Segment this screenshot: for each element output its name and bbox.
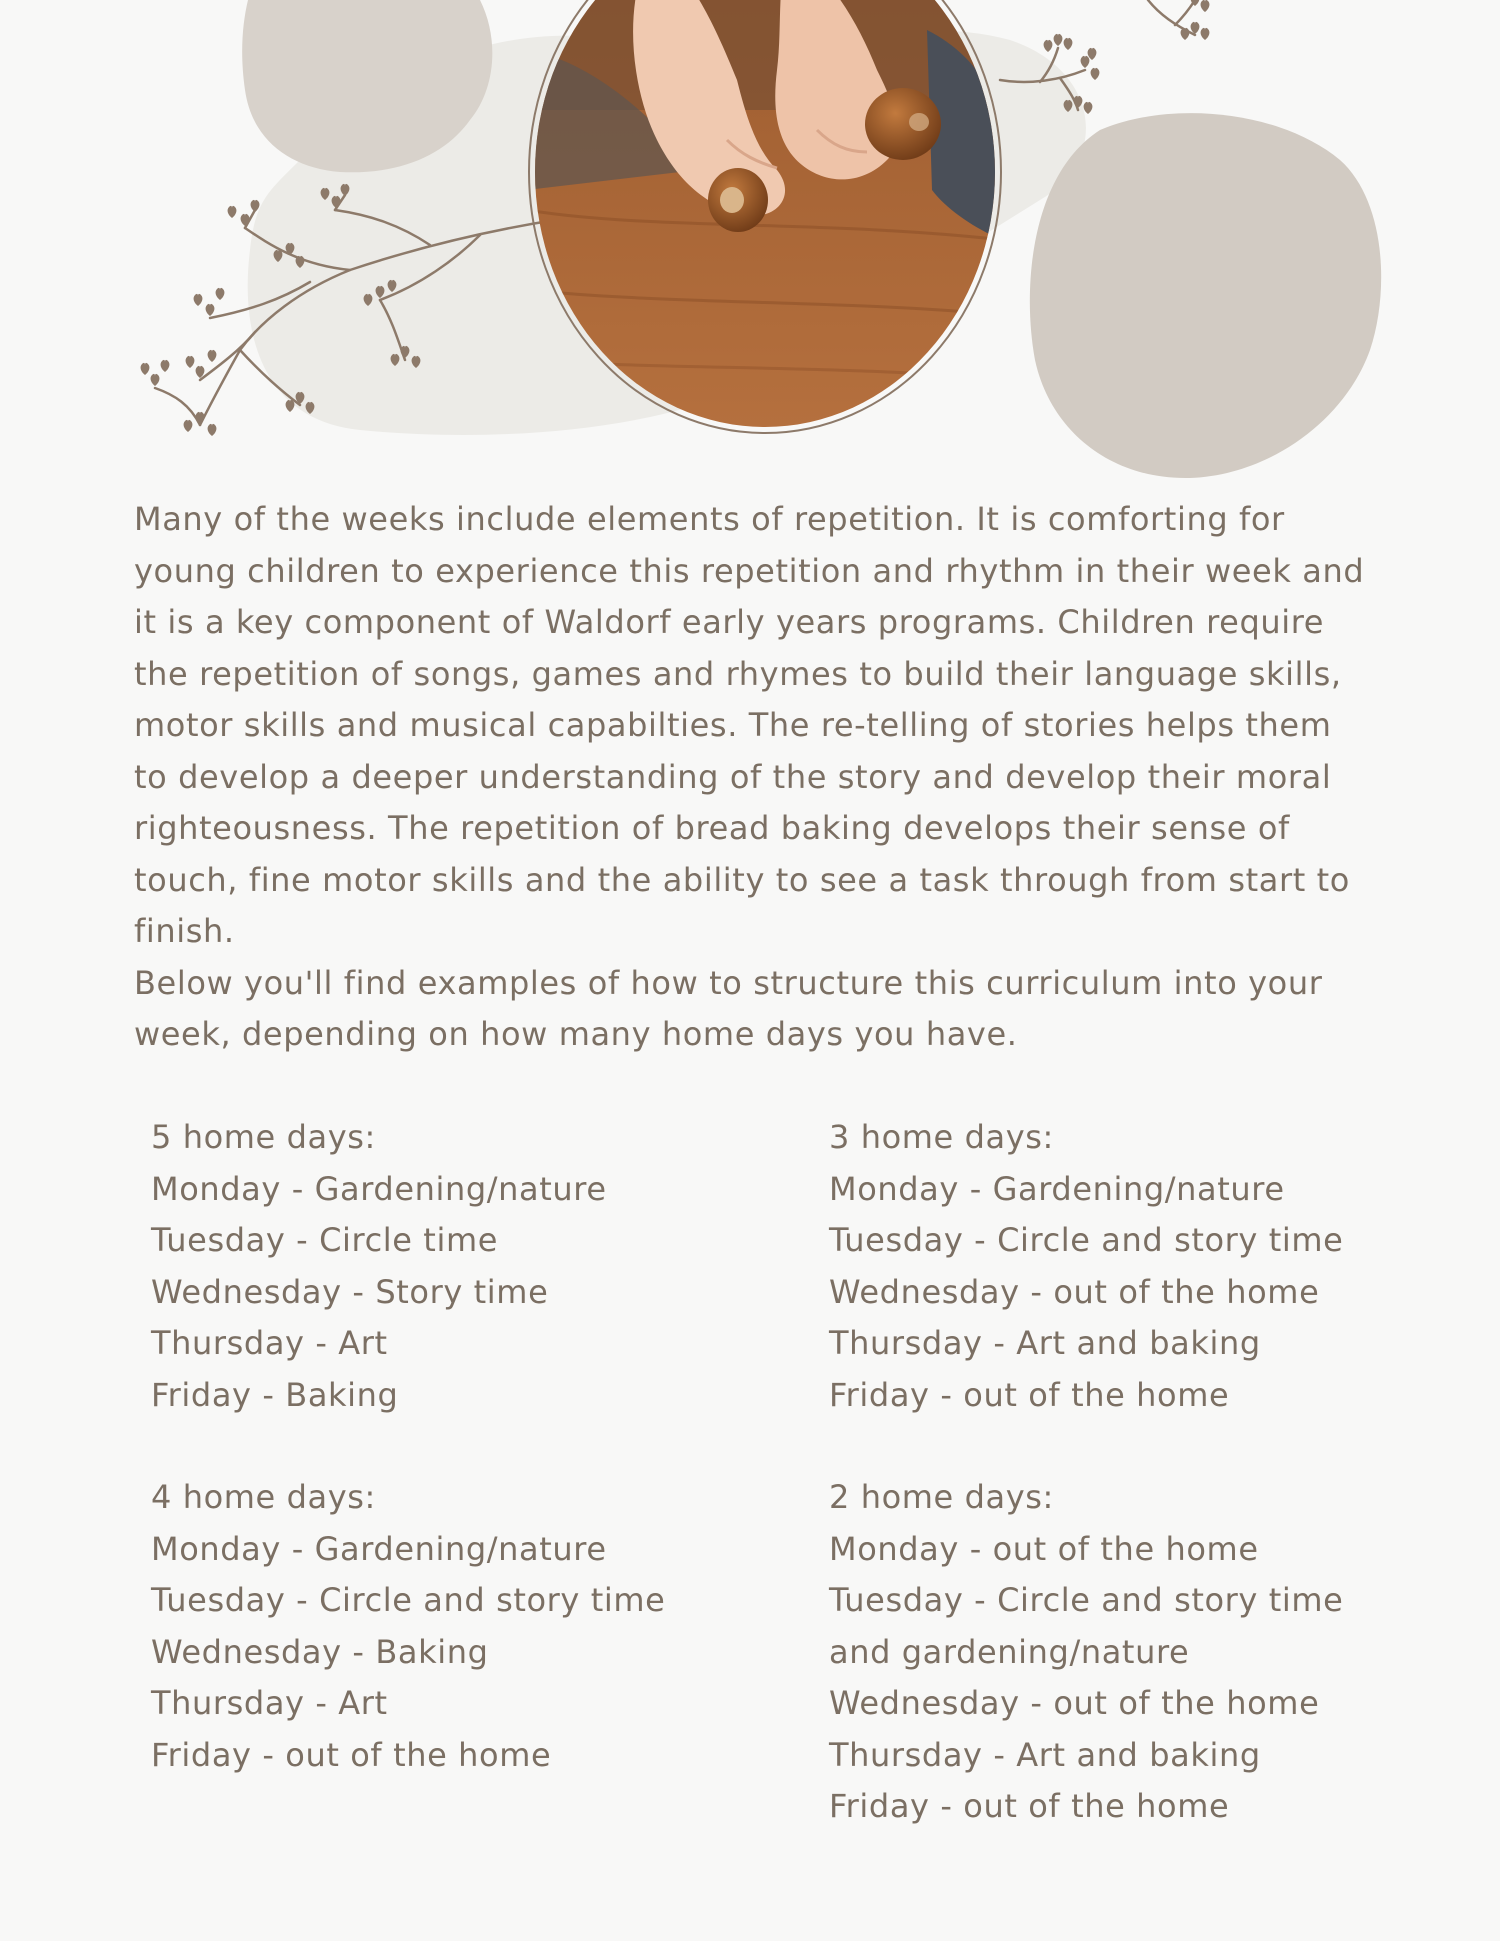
schedule-day: Wednesday - Story time	[151, 1272, 549, 1311]
schedule-day: Thursday - Art	[151, 1684, 388, 1722]
schedule-heading: 3 home days:	[829, 1118, 1054, 1156]
schedule-day: Monday - Gardening/nature	[151, 1529, 607, 1568]
schedule-day: Friday - Baking	[151, 1375, 399, 1414]
schedule-day: Friday - out of the home	[829, 1787, 1230, 1825]
intro-paragraph: Many of the weeks include elements of repetition. It is comforting for young children to experience this repetition and rhythm in their week and it is a key component of Waldorf early years programs. Children require the repetition of songs, games and rhymes to build their language skills, motor skills and musical capabilties. The re-telling of stories helps them to develop a deeper understanding of the story and develop their moral righteousness. The repetition of bread baking develops their sense of touch, fine motor skills and the ability to see a task through from start to finish.	[134, 500, 1365, 950]
schedule-day: Wednesday - Baking	[151, 1632, 489, 1671]
schedule-day: Thursday - Art and baking	[829, 1324, 1261, 1362]
acorn	[865, 88, 941, 160]
schedule-4-home-days	[151, 1472, 711, 1781]
schedule-day: Wednesday - out of the home	[829, 1684, 1320, 1722]
schedule-3-home-days	[829, 1112, 1389, 1421]
schedule-day: Thursday - Art	[151, 1324, 388, 1362]
schedule-day: Monday - Gardening/nature	[151, 1169, 607, 1208]
schedule-day: Tuesday - Circle and story time and gardening/nature	[829, 1581, 1344, 1671]
schedule-day: Wednesday - out of the home	[829, 1272, 1320, 1311]
intro-paragraph: Below you'll find examples of how to structure this curriculum into your week, depending on how many home days you have.	[134, 963, 1323, 1053]
schedule-2-home-days	[829, 1472, 1389, 1833]
schedule-heading: 4 home days:	[151, 1478, 376, 1516]
schedule-day: Thursday - Art and baking	[829, 1735, 1261, 1774]
intro-text	[134, 494, 1374, 1061]
schedule-day: Tuesday - Circle time	[151, 1221, 499, 1259]
schedule-day: Tuesday - Circle and story time	[151, 1581, 666, 1619]
schedule-heading: 5 home days:	[151, 1118, 376, 1156]
mid-blob-right	[1030, 113, 1381, 478]
schedule-day: Monday - Gardening/nature	[829, 1169, 1285, 1208]
schedule-day: Tuesday - Circle and story time	[829, 1221, 1344, 1259]
schedule-day: Friday - out of the home	[829, 1375, 1230, 1414]
schedule-5-home-days	[151, 1112, 711, 1421]
schedule-day: Monday - out of the home	[829, 1529, 1259, 1568]
oval-photo	[527, 0, 1003, 434]
schedule-heading: 2 home days:	[829, 1478, 1054, 1516]
schedule-day: Friday - out of the home	[151, 1735, 552, 1774]
